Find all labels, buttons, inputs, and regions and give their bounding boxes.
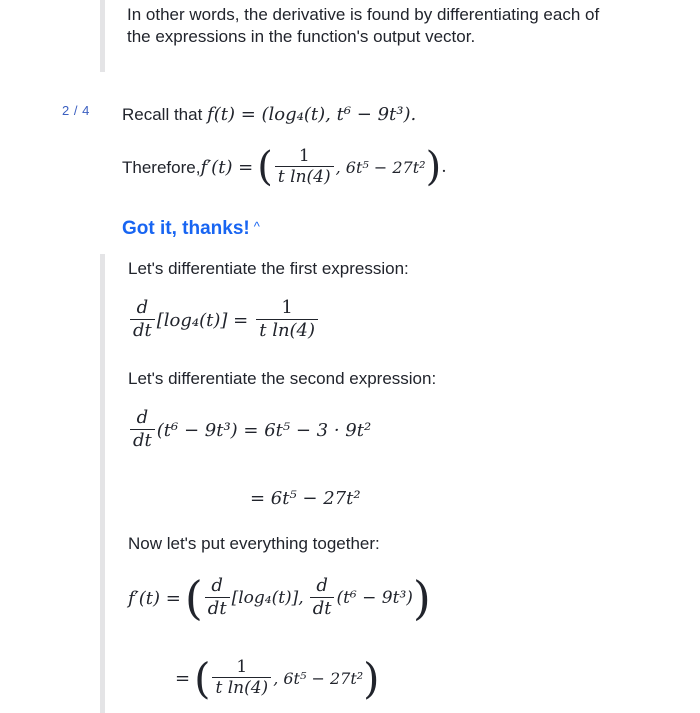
therefore-rest: , 6t⁵ − 27t² (335, 157, 426, 177)
together-result (175, 650, 380, 706)
dt-label-4: dt (310, 597, 335, 620)
paren-close: ) (425, 143, 442, 190)
period: . (441, 156, 447, 177)
dt-label-3: dt (205, 597, 230, 620)
d-dt-fraction-2 (130, 408, 155, 451)
together-text: Now let's put everything together: (128, 534, 380, 553)
therefore-fraction (275, 147, 334, 188)
d-dt-fraction-4 (310, 576, 335, 619)
expl2-line2: = 6t⁵ − 27t² (250, 488, 361, 509)
together-term2: (t⁶ − 9t³) (336, 587, 413, 608)
paren-open-3: ( (194, 653, 211, 703)
paren-open: ( (257, 143, 273, 190)
d-dt-fraction (130, 298, 155, 341)
therefore-statement (122, 142, 447, 192)
intro-line-1: In other words, the derivative is found by differentiating each of (127, 5, 600, 24)
recall-function: f(t) = (log₄(t), t⁶ − 9t³). (207, 104, 417, 125)
together-denominator: t ln(4) (212, 677, 271, 698)
d-label-4: d (316, 575, 328, 597)
expl1-result-fraction (256, 298, 318, 341)
intro-line-2: the expressions in the function's output vector. (127, 27, 476, 46)
paren-close-3: ) (363, 653, 380, 703)
together-fraction (212, 658, 271, 699)
therefore-lhs: f′(t) = (200, 156, 254, 178)
hint-rail-bottom (100, 254, 105, 713)
paren-open-2: ( (184, 570, 203, 625)
together-rest: , 6t⁵ − 27t² (273, 668, 364, 688)
together-lhs: f′(t) = (128, 587, 181, 609)
fraction-denominator: t ln(4) (275, 166, 334, 187)
dt-label: dt (130, 319, 155, 342)
chevron-up-icon[interactable]: ^ (253, 219, 260, 234)
fraction-numerator: 1 (298, 145, 310, 166)
expl2-text: Let's differentiate the second expression: (128, 369, 437, 388)
expl1-denominator: t ln(4) (256, 319, 318, 342)
expl1-text: Let's differentiate the first expression: (128, 259, 409, 278)
together-numerator: 1 (236, 656, 248, 677)
hint-rail-top (100, 0, 105, 72)
step-counter: 2 / 4 (62, 103, 90, 118)
together-term1: [log₄(t)], (231, 587, 304, 608)
expl1-numerator: 1 (281, 297, 293, 319)
expl1-equation (128, 290, 320, 350)
got-it-button[interactable] (122, 218, 260, 240)
paren-close-2: ) (412, 570, 431, 625)
together-eq: = (175, 667, 191, 689)
d-label: d (136, 297, 149, 319)
recall-label: Recall that (122, 105, 208, 124)
expl1-expr: [log₄(t)] = (156, 309, 249, 331)
dt-label-2: dt (130, 429, 155, 452)
d-dt-fraction-3 (205, 576, 230, 619)
therefore-label: Therefore, (122, 157, 201, 177)
d-label-2: d (136, 407, 149, 429)
expl2-equation (128, 400, 371, 460)
recall-statement (122, 104, 416, 125)
d-label-3: d (211, 575, 223, 597)
together-equation (128, 568, 431, 628)
expl2-expr: (t⁶ − 9t³) = 6t⁵ − 3 · 9t² (156, 419, 372, 441)
got-it-label[interactable]: Got it, thanks! (122, 218, 250, 239)
